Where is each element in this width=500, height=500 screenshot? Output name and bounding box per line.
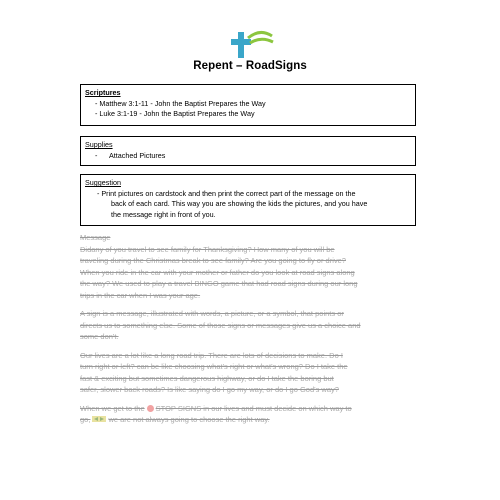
message-text: go,	[80, 415, 91, 424]
stop-sign-icon	[147, 405, 154, 412]
message-line: the way? We used to play a travel BINGO game that had road signs during our long	[80, 279, 358, 288]
suggestion-text	[85, 189, 411, 221]
logo	[228, 24, 276, 60]
message-text: we are not always going to choose the right way.	[108, 415, 270, 424]
scriptures-box	[80, 84, 416, 126]
message-line: A sign is a message, illustrated with words, a picture, or a symbol, that points or	[80, 309, 344, 318]
scripture-item: - Matthew 3:1-11 - John the Baptist Prepares the Way	[95, 98, 266, 108]
message-paragraph	[80, 350, 420, 396]
message-line: directs us to something else. Some of those signs or messages give us a choice and	[80, 320, 361, 330]
message-paragraph	[80, 403, 420, 426]
message-line: trips in the car when I was your age.	[80, 290, 201, 300]
message-line: fast & exciting but sometimes dangerous highway, or do I take the boring but	[80, 373, 334, 383]
suggestion-heading: Suggestion	[85, 178, 121, 187]
message-line: turn right or left? can be like choosing what's right or what's wrong? Do I take the	[80, 362, 348, 371]
suggestion-box	[80, 174, 416, 226]
supply-item: - Attached Pictures	[95, 150, 166, 160]
message-line: traveling during the Christmas break to see family? Are you going to fly or drive?	[80, 256, 346, 265]
message-text: When we get to the	[80, 403, 145, 413]
suggestion-line: back of each card. This way you are showing the kids the pictures, and you have	[111, 199, 368, 208]
message-line: When you ride in the car with your mother or father do you look at road signs along	[80, 267, 355, 277]
scriptures-heading: Scriptures	[85, 88, 121, 97]
message-paragraph	[80, 232, 420, 301]
supplies-box	[80, 136, 416, 166]
page-title: Repent – RoadSigns	[193, 60, 307, 72]
message-line: Didany of you travel to see family for Thanksgiving? How many of you will be	[80, 244, 335, 254]
scripture-item: - Luke 3:1-19 - John the Baptist Prepares the Way	[95, 109, 255, 118]
message-line	[80, 403, 420, 415]
message-text: STOP SIGNS in our lives and must decide on which way to	[155, 403, 352, 413]
message-heading: Message	[80, 233, 111, 242]
supplies-heading: Supplies	[85, 140, 113, 149]
message-line: some don't.	[80, 332, 119, 341]
message-paragraph	[80, 308, 420, 343]
suggestion-line: the message right in front of you.	[111, 209, 216, 219]
message-section	[80, 232, 420, 433]
supply-item-text: Attached Pictures	[109, 150, 166, 160]
suggestion-line: - Print pictures on cardstock and then print the correct part of the message on the	[97, 188, 356, 198]
message-line	[80, 414, 420, 426]
arrows-icon	[92, 416, 106, 422]
message-line: safer, slower back roads? Is like saying do I go my way, or do I go God's way?	[80, 385, 339, 394]
cross-icon	[228, 24, 276, 60]
message-line: Our lives are a lot like a long road trip. There are lots of decisions to make. Do I	[80, 350, 343, 360]
